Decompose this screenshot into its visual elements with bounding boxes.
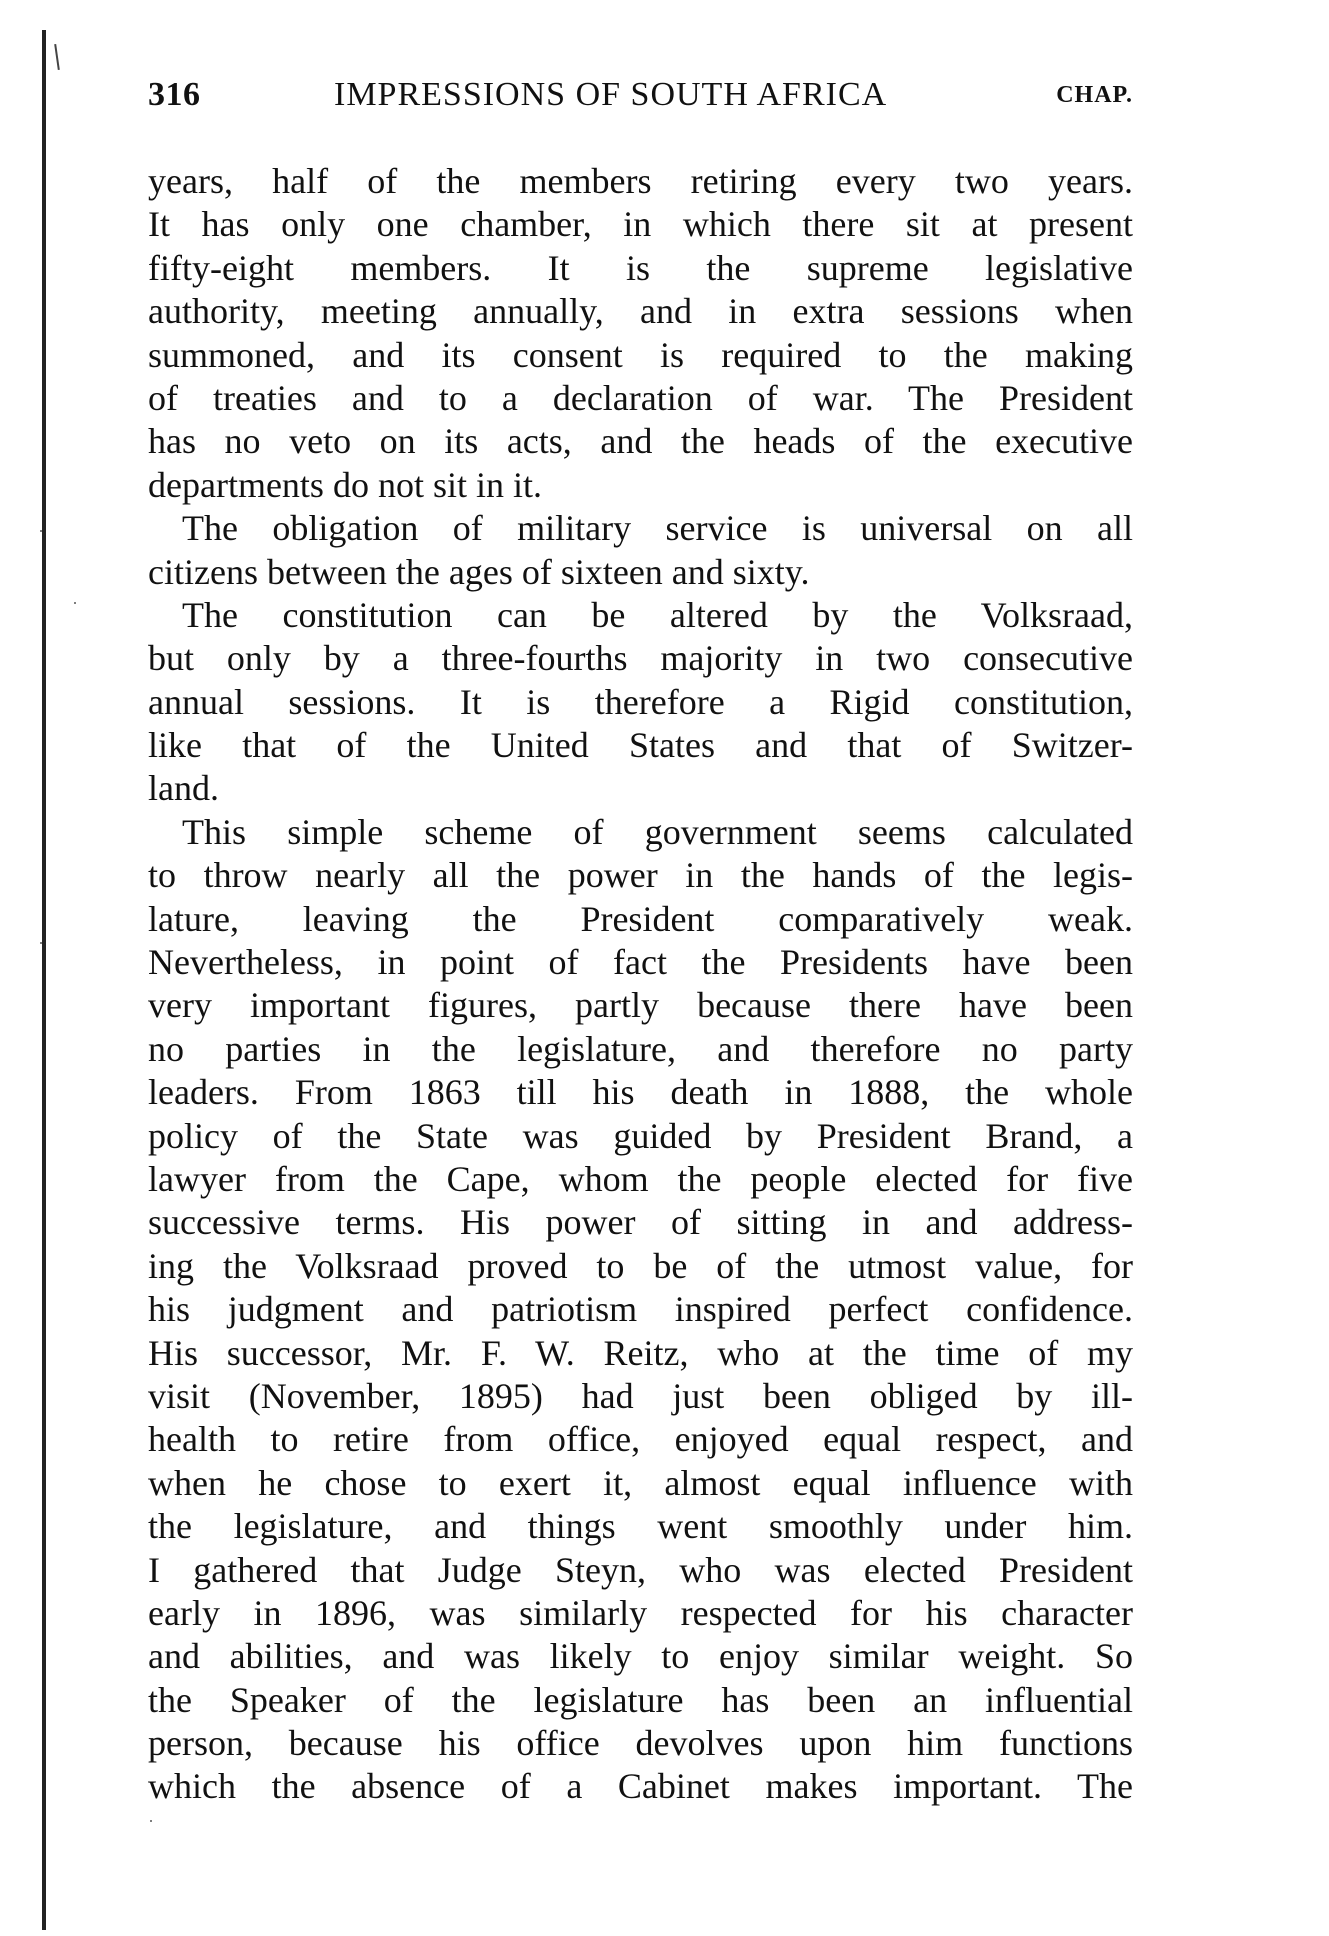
text-line: visit (November, 1895) had just been obliged by ill-: [148, 1375, 1133, 1416]
text-line: ing the Volksraad proved to be of the utmost value, for: [148, 1245, 1133, 1286]
page-speck: [74, 602, 76, 604]
text-line: the Speaker of the legislature has been an influential: [148, 1679, 1133, 1720]
text-line: and abilities, and was likely to enjoy similar weight. So: [148, 1636, 1133, 1677]
page-number: 316: [148, 76, 201, 113]
text-line: fifty-eight members. It is the supreme legislative: [148, 247, 1133, 288]
page-speck: [150, 1820, 152, 1822]
page-speck: [40, 942, 42, 944]
text-line: annual sessions. It is therefore a Rigid constitution,: [148, 681, 1133, 722]
text-line: like that of the United States and that of Switzer-: [148, 725, 1133, 766]
body-text: [148, 160, 1133, 1809]
text-line: successive terms. His power of sitting in and address-: [148, 1202, 1133, 1243]
text-line: lature, leaving the President comparatively weak.: [148, 898, 1133, 939]
text-line: Nevertheless, in point of fact the Presidents have been: [148, 942, 1133, 983]
text-line: lawyer from the Cape, whom the people elected for five: [148, 1158, 1133, 1199]
text-line: The obligation of military service is universal on all: [182, 508, 1133, 549]
running-title: IMPRESSIONS OF SOUTH AFRICA: [334, 76, 888, 113]
text-line: policy of the State was guided by President Brand, a: [148, 1115, 1133, 1156]
running-head: [148, 76, 1133, 126]
text-line: the legislature, and things went smoothly under him.: [148, 1506, 1133, 1547]
page-speck: [40, 530, 42, 532]
text-line: person, because his office devolves upon him functions: [148, 1723, 1133, 1764]
text-line: authority, meeting annually, and in extra sessions when: [148, 291, 1133, 332]
text-line: his judgment and patriotism inspired perfect confidence.: [148, 1289, 1133, 1330]
text-line: health to retire from office, enjoyed equal respect, and: [148, 1419, 1133, 1460]
binding-edge: [42, 30, 46, 1930]
text-line: This simple scheme of government seems calculated: [182, 811, 1133, 852]
text-line: to throw nearly all the power in the hands of the legis-: [148, 855, 1133, 896]
text-line: leaders. From 1863 till his death in 1888, the whole: [148, 1072, 1133, 1113]
text-line: very important figures, partly because there have been: [148, 985, 1133, 1026]
text-line: years, half of the members retiring every two years.: [148, 161, 1133, 201]
text-line: land.: [148, 768, 219, 809]
chapter-label: CHAP.: [1056, 82, 1133, 108]
text-line: has no veto on its acts, and the heads of the executive: [148, 421, 1133, 462]
text-line: no parties in the legislature, and therefore no party: [148, 1028, 1133, 1069]
text-line: I gathered that Judge Steyn, who was elected President: [148, 1549, 1133, 1590]
text-line: It has only one chamber, in which there sit at present: [148, 204, 1133, 245]
text-line: but only by a three-fourths majority in two consecutive: [148, 638, 1133, 679]
text-line: when he chose to exert it, almost equal influence with: [148, 1462, 1133, 1503]
text-line: citizens between the ages of sixteen and sixty.: [148, 551, 810, 592]
text-line: His successor, Mr. F. W. Reitz, who at the time of my: [148, 1332, 1133, 1373]
text-line: departments do not sit in it.: [148, 464, 542, 505]
text-line: The constitution can be altered by the Volksraad,: [182, 594, 1133, 635]
text-line: of treaties and to a declaration of war. The President: [148, 377, 1133, 418]
text-line: early in 1896, was similarly respected for his character: [148, 1592, 1133, 1633]
gutter-mark: [54, 44, 60, 70]
text-line: which the absence of a Cabinet makes important. The: [148, 1766, 1133, 1807]
text-line: summoned, and its consent is required to the making: [148, 334, 1133, 375]
